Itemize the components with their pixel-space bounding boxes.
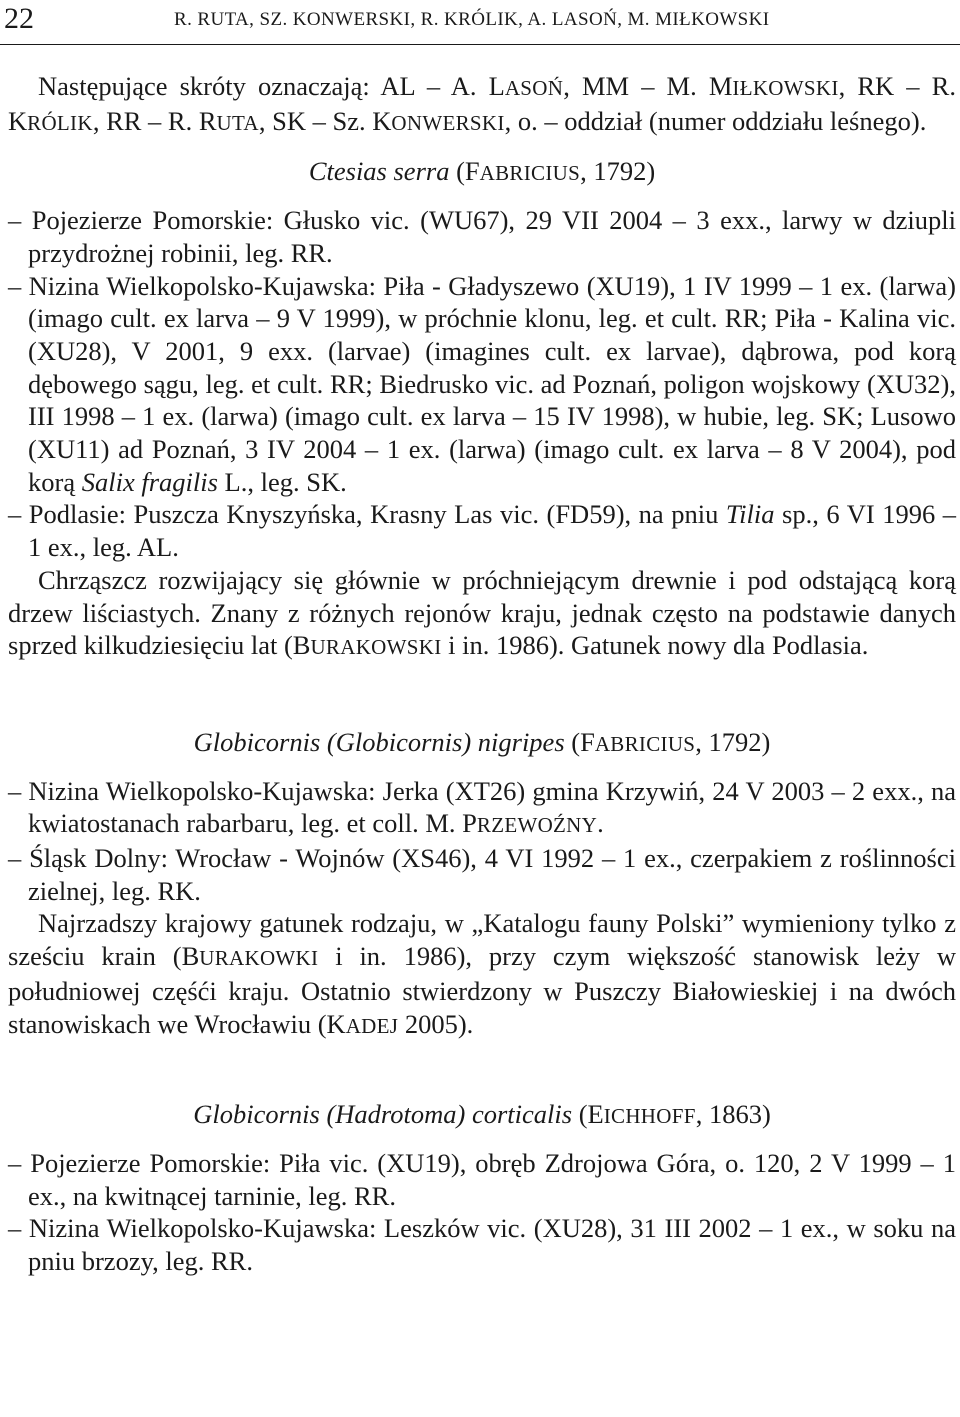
- record-podlasie: – Podlasie: Puszcza Knyszyńska, Krasny Las vic. (FD59), na pniu Tilia sp., 6 VI 1996 – 1 ex., leg. AL.: [8, 499, 957, 563]
- species-name: Globicornis (Globicornis) nigripes: [193, 726, 565, 757]
- record-wielkopolsko-kujawska: – Nizina Wielkopolsko-Kujawska: Leszków vic. (XU28), 31 III 2002 – 1 ex., w soku na pniu brzozy, leg. RR.: [8, 1213, 956, 1277]
- page-header: [0, 0, 960, 45]
- species-note-ctesias: Chrząszcz rozwijający się głównie w próchniejącym drewnie i pod odstającą korą drzew liściastych. Znany z różnych rejonów kraju, jednak często na podstawie danych sprzed kilkudziesięciu lat (BURAKOWSKI i in. 1986). Gatunek nowy dla Podlasia.: [8, 564, 956, 661]
- article-body: [8, 70, 956, 1278]
- species-heading-globicornis-nigripes: Globicornis (Globicornis) nigripes (FABRICIUS, 1792): [193, 726, 771, 757]
- abbreviations-paragraph: Następujące skróty oznaczają: AL – A. LASOŃ, MM – M. MIŁKOWSKI, RK – R. KRÓLIK, RR – R. RUTA, SK – Sz. KONWERSKI, o. – oddział (numer oddziału leśnego).: [8, 71, 956, 136]
- record-wielkopolsko-kujawska: – Nizina Wielkopolsko-Kujawska: Piła - Gładyszewo (XU19), 1 IV 1999 – 1 ex. (larwa) (imago cult. ex larva – 9 V 1999), w próchnie klonu, leg. et cult. RR; Piła - Kalina vic. (XU28), V 2001, 9 exx. (larvae) (imagines cult. ex larvae), dąbrowa, pod korą dębowego sągu, leg. et cult. RR; Biedrusko vic. ad Poznań, poligon wojskowy (XU32), III 1998 – 1 ex. (larwa) (imago cult. ex larva – 15 IV 1998), w hubie, leg. SK; Lusowo (XU11) ad Poznań, 3 IV 2004 – 1 ex. (larwa) (imago cult. ex larva – 8 V 2004), pod korą Salix fragilis L., leg. SK.: [8, 270, 956, 497]
- running-head: R. RUTA, SZ. KONWERSKI, R. KRÓLIK, A. LASOŃ, M. MIŁKOWSKI: [174, 9, 770, 30]
- page-number: 22: [4, 2, 34, 35]
- species-heading-globicornis-corticalis: Globicornis (Hadrotoma) corticalis (EICHHOFF, 1863): [193, 1099, 771, 1130]
- record-pomorskie: – Pojezierze Pomorskie: Głusko vic. (WU67), 29 VII 2004 – 3 exx., larwy w dziupli przydrożnej robinii, leg. RR.: [8, 205, 956, 268]
- record-pomorskie: – Pojezierze Pomorskie: Piła vic. (XU19), obręb Zdrojowa Góra, o. 120, 2 V 1999 – 1 ex., na kwitnącej tarninie, leg. RR.: [8, 1147, 956, 1211]
- section-gap: [8, 664, 956, 708]
- species-name: Globicornis (Hadrotoma) corticalis: [193, 1099, 573, 1130]
- section-gap: [8, 1042, 956, 1080]
- species-name: Ctesias serra: [308, 156, 450, 187]
- species-heading-ctesias-serra: Ctesias serra (FABRICIUS, 1792): [308, 156, 656, 187]
- record-slask-dolny: – Śląsk Dolny: Wrocław - Wojnów (XS46), 4 VI 1992 – 1 ex., czerpakiem z roślinności zielnej, leg. RK.: [8, 843, 956, 906]
- species-note-globicornis-nigripes: Najrzadszy krajowy gatunek rodzaju, w „Katalogu fauny Polski” wymieniony tylko z sześciu krain (BURAKOWKI i in. 1986), przy czym większość stanowisk leży w południowej częśći kraju. Ostatnio stwierdzony w Puszczy Białowieskiej i na dwóch stanowiskach we Wrocławiu (KADEJ 2005).: [8, 908, 956, 1039]
- record-wielkopolsko-kujawska: – Nizina Wielkopolsko-Kujawska: Jerka (XT26) gmina Krzywiń, 24 V 2003 – 2 exx., na kwiatostanach rabarbaru, leg. et coll. M. PRZEWOŹNY.: [8, 775, 956, 839]
